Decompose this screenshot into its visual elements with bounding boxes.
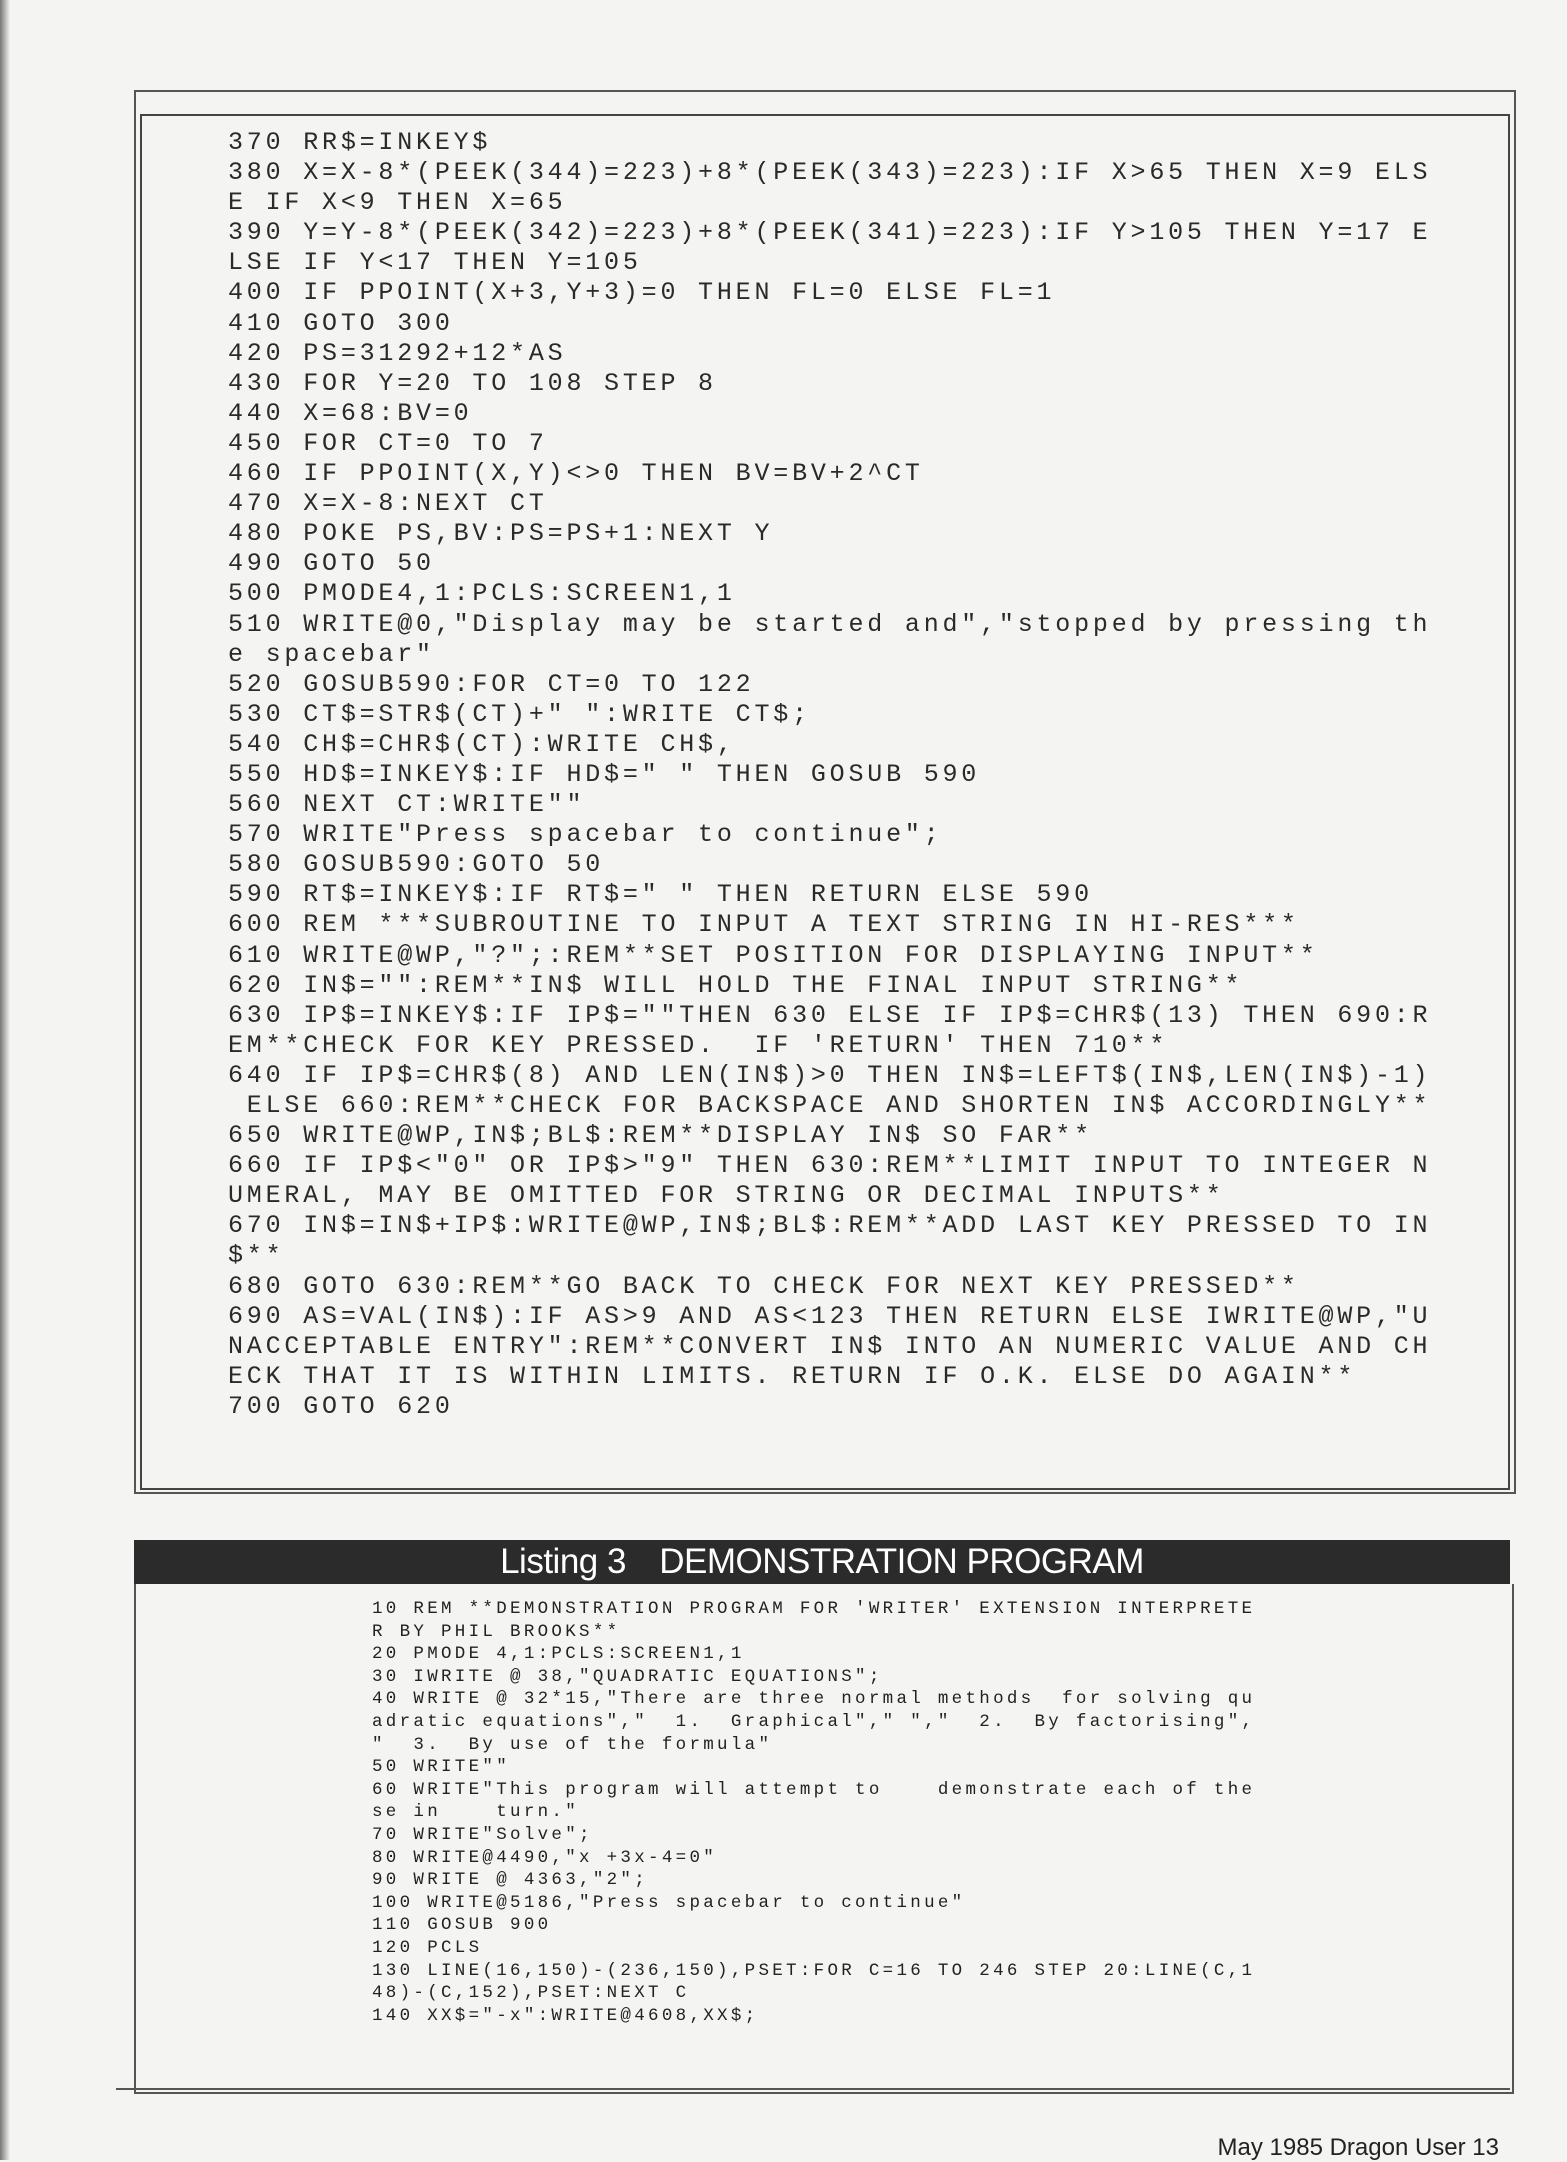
code-line: EM**CHECK FOR KEY PRESSED. IF 'RETURN' THEN 710**	[228, 1030, 1169, 1060]
code-line: " 3. By use of the formula"	[372, 1734, 773, 1755]
code-line: 480 POKE PS,BV:PS=PS+1:NEXT Y	[228, 519, 774, 549]
code-line: 680 GOTO 630:REM**GO BACK TO CHECK FOR NEXT KEY PRESSED**	[228, 1271, 1300, 1301]
page-footer: May 1985 Dragon User 13	[1217, 2134, 1499, 2161]
code-line: LSE IF Y<17 THEN Y=105	[228, 248, 642, 278]
code-line: 60 WRITE"This program will attempt to demonstrate each of the	[372, 1779, 1256, 1800]
code-line: ECK THAT IT IS WITHIN LIMITS. RETURN IF O.K. ELSE DO AGAIN**	[228, 1361, 1357, 1391]
code-line: 80 WRITE@4490,"x +3x-4=0"	[372, 1847, 718, 1868]
code-line: 120 PCLS	[372, 1937, 483, 1958]
listing-3-bottom-rule	[116, 2088, 1510, 2090]
code-line: NACCEPTABLE ENTRY":REM**CONVERT IN$ INTO AN NUMERIC VALUE AND CH	[228, 1331, 1432, 1361]
listing-3-title: DEMONSTRATION PROGRAM	[659, 1542, 1144, 1581]
code-line: se in turn."	[372, 1802, 580, 1823]
code-line: 490 GOTO 50	[228, 549, 435, 579]
code-line: 690 AS=VAL(IN$):IF AS>9 AND AS<123 THEN RETURN ELSE IWRITE@WP,"U	[228, 1301, 1432, 1331]
code-line: 460 IF PPOINT(X,Y)<>0 THEN BV=BV+2^CT	[228, 459, 924, 489]
code-line: 620 IN$="":REM**IN$ WILL HOLD THE FINAL INPUT STRING**	[228, 970, 1244, 1000]
code-line: 570 WRITE"Press spacebar to continue";	[228, 820, 943, 850]
listing-3-label: Listing 3	[500, 1542, 626, 1581]
code-line: 590 RT$=INKEY$:IF RT$=" " THEN RETURN ELSE 590	[228, 880, 1093, 910]
code-line: R BY PHIL BROOKS**	[372, 1621, 621, 1642]
code-line: 380 X=X-8*(PEEK(344)=223)+8*(PEEK(343)=223):IF X>65 THEN X=9 ELS	[228, 158, 1432, 188]
code-line: 410 GOTO 300	[228, 308, 454, 338]
code-line: 390 Y=Y-8*(PEEK(342)=223)+8*(PEEK(341)=223):IF Y>105 THEN Y=17 E	[228, 218, 1432, 248]
code-line: 110 GOSUB 900	[372, 1915, 552, 1936]
code-line: 20 PMODE 4,1:PCLS:SCREEN1,1	[372, 1644, 745, 1665]
code-line: 550 HD$=INKEY$:IF HD$=" " THEN GOSUB 590	[228, 759, 981, 789]
code-line: adratic equations"," 1. Graphical"," "," 2. By factorising",	[372, 1711, 1256, 1732]
listing-3-code	[372, 1598, 1255, 2027]
code-line: UMERAL, MAY BE OMITTED FOR STRING OR DECIMAL INPUTS**	[228, 1181, 1225, 1211]
code-line: 580 GOSUB590:GOTO 50	[228, 850, 605, 880]
code-line: 670 IN$=IN$+IP$:WRITE@WP,IN$;BL$:REM**ADD LAST KEY PRESSED TO IN	[228, 1211, 1432, 1241]
code-line: 130 LINE(16,150)-(236,150),PSET:FOR C=16 TO 246 STEP 20:LINE(C,1	[372, 1960, 1256, 1981]
code-line: 610 WRITE@WP,"?";:REM**SET POSITION FOR DISPLAYING INPUT**	[228, 940, 1319, 970]
code-line: 540 CH$=CHR$(CT):WRITE CH$,	[228, 729, 736, 759]
code-line: 600 REM ***SUBROUTINE TO INPUT A TEXT STRING IN HI-RES***	[228, 910, 1300, 940]
code-line: 630 IP$=INKEY$:IF IP$=""THEN 630 ELSE IF IP$=CHR$(13) THEN 690:R	[228, 1000, 1432, 1030]
page-edge-shadow	[0, 0, 10, 2160]
code-line: 50 WRITE""	[372, 1757, 511, 1778]
code-line: 140 XX$="-x":WRITE@4608,XX$;	[372, 2005, 759, 2026]
code-line: E IF X<9 THEN X=65	[228, 188, 567, 218]
code-line: 100 WRITE@5186,"Press spacebar to continue"	[372, 1892, 966, 1913]
code-line: 48)-(C,152),PSET:NEXT C	[372, 1983, 690, 2004]
code-line: 30 IWRITE @ 38,"QUADRATIC EQUATIONS";	[372, 1666, 883, 1687]
code-line: 530 CT$=STR$(CT)+" ":WRITE CT$;	[228, 699, 811, 729]
code-line: 500 PMODE4,1:PCLS:SCREEN1,1	[228, 579, 736, 609]
code-line: 370 RR$=INKEY$	[228, 128, 492, 157]
code-line: 440 X=68:BV=0	[228, 398, 473, 428]
code-line: 470 X=X-8:NEXT CT	[228, 489, 548, 519]
code-line: 10 REM **DEMONSTRATION PROGRAM FOR 'WRITER' EXTENSION INTERPRETE	[372, 1599, 1256, 1619]
code-line: 430 FOR Y=20 TO 108 STEP 8	[228, 368, 717, 398]
code-line: 90 WRITE @ 4363,"2";	[372, 1870, 649, 1891]
code-line: $**	[228, 1241, 285, 1271]
listing-3-header	[134, 1540, 1510, 1584]
code-line: 640 IF IP$=CHR$(8) AND LEN(IN$)>0 THEN IN$=LEFT$(IN$,LEN(IN$)-1)	[228, 1060, 1432, 1090]
code-line: 520 GOSUB590:FOR CT=0 TO 122	[228, 669, 755, 699]
program-listing-continued	[228, 128, 1431, 1422]
code-line: 70 WRITE"Solve";	[372, 1824, 593, 1845]
code-line: 400 IF PPOINT(X+3,Y+3)=0 THEN FL=0 ELSE FL=1	[228, 278, 1056, 308]
code-line: e spacebar"	[228, 639, 435, 669]
code-line: ELSE 660:REM**CHECK FOR BACKSPACE AND SHORTEN IN$ ACCORDINGLY**	[228, 1091, 1432, 1120]
code-line: 660 IF IP$<"0" OR IP$>"9" THEN 630:REM**LIMIT INPUT TO INTEGER N	[228, 1151, 1432, 1181]
code-line: 560 NEXT CT:WRITE""	[228, 790, 586, 820]
code-line: 420 PS=31292+12*AS	[228, 338, 567, 368]
code-line: 450 FOR CT=0 TO 7	[228, 428, 548, 458]
code-line: 40 WRITE @ 32*15,"There are three normal methods for solving qu	[372, 1689, 1256, 1710]
code-line: 700 GOTO 620	[228, 1391, 454, 1421]
code-line: 650 WRITE@WP,IN$;BL$:REM**DISPLAY IN$ SO FAR**	[228, 1121, 1093, 1151]
code-line: 510 WRITE@0,"Display may be started and","stopped by pressing th	[228, 609, 1432, 639]
